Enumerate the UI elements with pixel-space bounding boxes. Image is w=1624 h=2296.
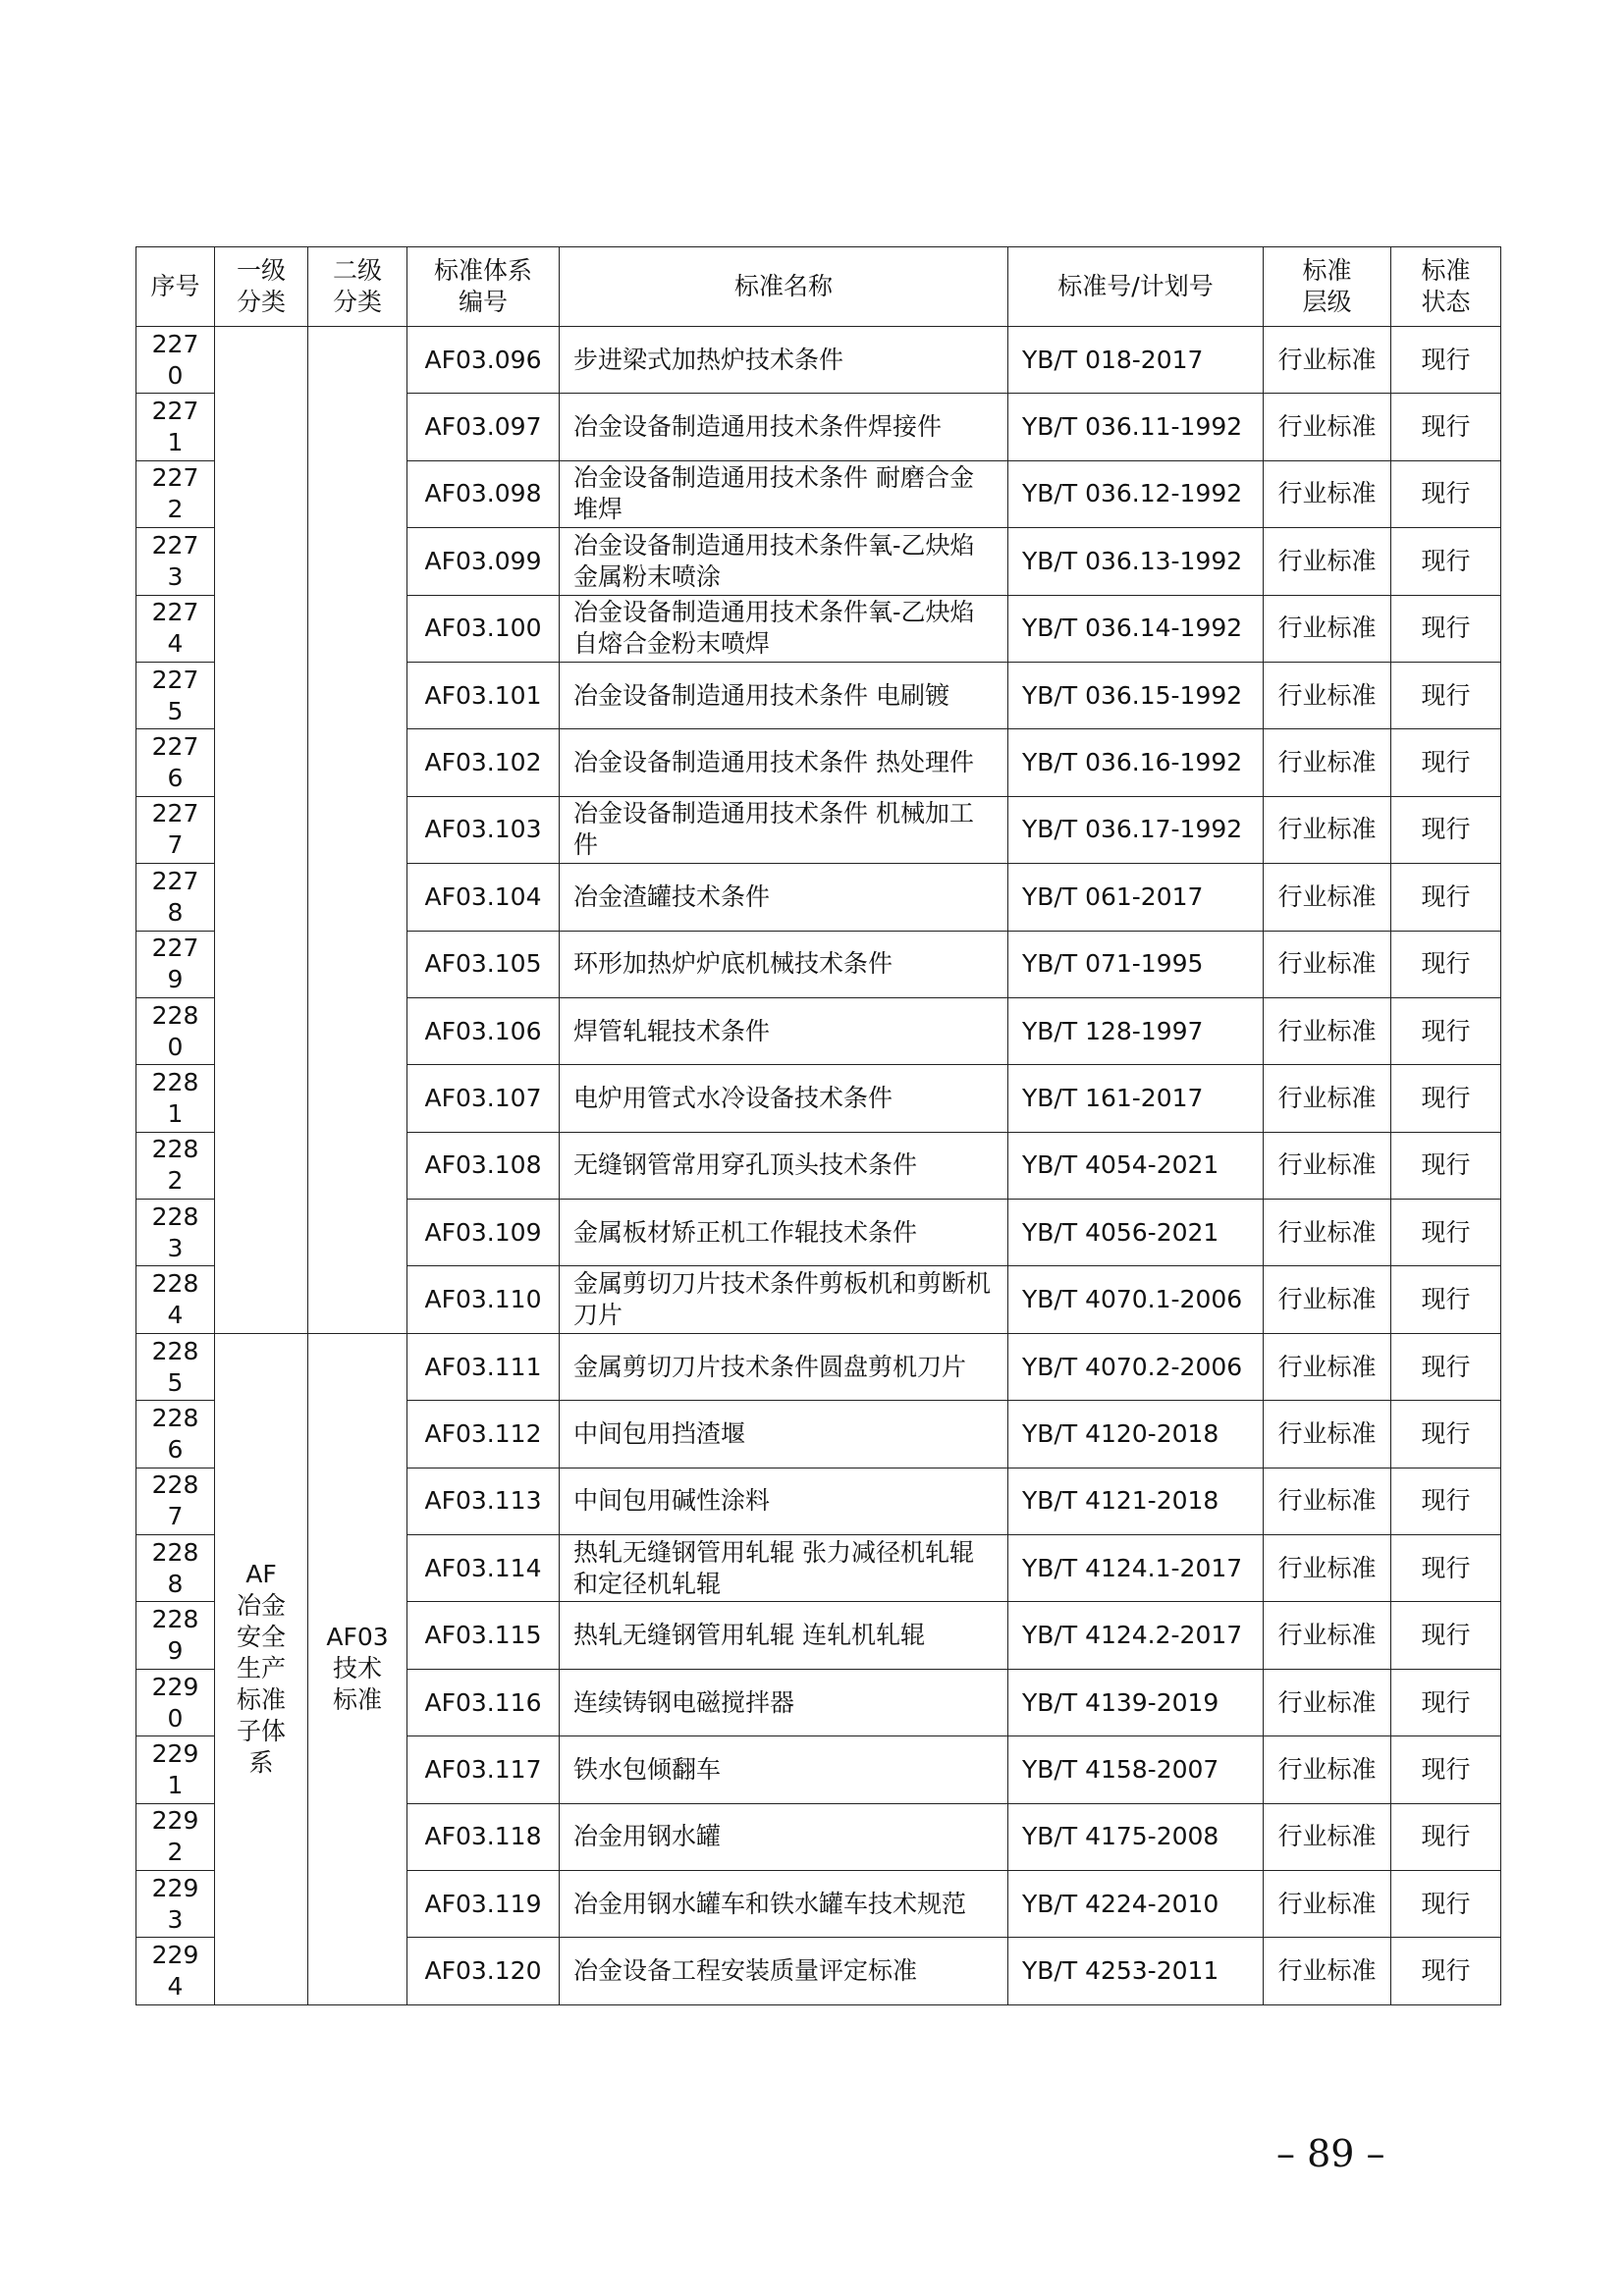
row-code: AF03.107 bbox=[407, 1065, 560, 1132]
row-code: AF03.103 bbox=[407, 796, 560, 863]
row-seq: 228 6 bbox=[136, 1401, 215, 1468]
row-seq: 229 0 bbox=[136, 1669, 215, 1735]
row-seq: 228 1 bbox=[136, 1065, 215, 1132]
row-name: 冶金设备制造通用技术条件 耐磨合金堆焊 bbox=[560, 460, 1008, 527]
row-name: 冶金设备制造通用技术条件焊接件 bbox=[560, 394, 1008, 460]
row-tier: 行业标准 bbox=[1264, 997, 1391, 1064]
row-seq: 227 4 bbox=[136, 595, 215, 662]
row-status: 现行 bbox=[1391, 729, 1501, 796]
row-seq: 228 2 bbox=[136, 1132, 215, 1199]
table-row bbox=[136, 1333, 1501, 1400]
row-status: 现行 bbox=[1391, 1669, 1501, 1735]
row-number: YB/T 036.15-1992 bbox=[1008, 662, 1264, 728]
row-number: YB/T 4253-2011 bbox=[1008, 1938, 1264, 2004]
row-number: YB/T 4070.1-2006 bbox=[1008, 1266, 1264, 1333]
row-status: 现行 bbox=[1391, 931, 1501, 997]
row-code: AF03.112 bbox=[407, 1401, 560, 1468]
row-status: 现行 bbox=[1391, 327, 1501, 394]
row-number: YB/T 4121-2018 bbox=[1008, 1468, 1264, 1534]
row-status: 现行 bbox=[1391, 1468, 1501, 1534]
row-code: AF03.120 bbox=[407, 1938, 560, 2004]
row-number: YB/T 4124.2-2017 bbox=[1008, 1602, 1264, 1669]
row-tier: 行业标准 bbox=[1264, 1468, 1391, 1534]
row-tier: 行业标准 bbox=[1264, 1132, 1391, 1199]
row-name: 无缝钢管常用穿孔顶头技术条件 bbox=[560, 1132, 1008, 1199]
row-status: 现行 bbox=[1391, 1803, 1501, 1870]
row-number: YB/T 036.13-1992 bbox=[1008, 528, 1264, 595]
row-name: 金属剪切刀片技术条件剪板机和剪断机刀片 bbox=[560, 1266, 1008, 1333]
level2-empty-cell bbox=[308, 327, 407, 1334]
row-number: YB/T 036.11-1992 bbox=[1008, 394, 1264, 460]
level1-empty-cell bbox=[215, 327, 308, 1334]
row-name: 冶金用钢水罐车和铁水罐车技术规范 bbox=[560, 1870, 1008, 1937]
row-seq: 228 9 bbox=[136, 1602, 215, 1669]
row-code: AF03.119 bbox=[407, 1870, 560, 1937]
row-code: AF03.117 bbox=[407, 1736, 560, 1803]
row-seq: 227 9 bbox=[136, 931, 215, 997]
row-tier: 行业标准 bbox=[1264, 1602, 1391, 1669]
row-number: YB/T 4124.1-2017 bbox=[1008, 1535, 1264, 1602]
row-number: YB/T 128-1997 bbox=[1008, 997, 1264, 1064]
row-tier: 行业标准 bbox=[1264, 460, 1391, 527]
row-name: 金属剪切刀片技术条件圆盘剪机刀片 bbox=[560, 1333, 1008, 1400]
row-code: AF03.105 bbox=[407, 931, 560, 997]
row-name: 中间包用挡渣堰 bbox=[560, 1401, 1008, 1468]
header-name: 标准名称 bbox=[560, 247, 1008, 327]
row-name: 冶金设备制造通用技术条件 电刷镀 bbox=[560, 662, 1008, 728]
row-number: YB/T 071-1995 bbox=[1008, 931, 1264, 997]
row-status: 现行 bbox=[1391, 1870, 1501, 1937]
row-seq: 227 7 bbox=[136, 796, 215, 863]
row-number: YB/T 4175-2008 bbox=[1008, 1803, 1264, 1870]
row-tier: 行业标准 bbox=[1264, 1803, 1391, 1870]
row-status: 现行 bbox=[1391, 997, 1501, 1064]
row-code: AF03.110 bbox=[407, 1266, 560, 1333]
row-status: 现行 bbox=[1391, 1333, 1501, 1400]
page-number: – 89 – bbox=[1276, 2132, 1385, 2175]
row-status: 现行 bbox=[1391, 1200, 1501, 1266]
row-seq: 228 7 bbox=[136, 1468, 215, 1534]
row-seq: 227 3 bbox=[136, 528, 215, 595]
row-seq: 227 1 bbox=[136, 394, 215, 460]
row-number: YB/T 4139-2019 bbox=[1008, 1669, 1264, 1735]
row-number: YB/T 4224-2010 bbox=[1008, 1870, 1264, 1937]
row-seq: 228 4 bbox=[136, 1266, 215, 1333]
row-seq: 227 2 bbox=[136, 460, 215, 527]
row-tier: 行业标准 bbox=[1264, 394, 1391, 460]
row-code: AF03.113 bbox=[407, 1468, 560, 1534]
row-code: AF03.100 bbox=[407, 595, 560, 662]
row-tier: 行业标准 bbox=[1264, 1669, 1391, 1735]
header-number: 标准号/计划号 bbox=[1008, 247, 1264, 327]
row-code: AF03.096 bbox=[407, 327, 560, 394]
row-status: 现行 bbox=[1391, 1602, 1501, 1669]
row-tier: 行业标准 bbox=[1264, 1200, 1391, 1266]
row-name: 环形加热炉炉底机械技术条件 bbox=[560, 931, 1008, 997]
row-name: 冶金设备制造通用技术条件 机械加工件 bbox=[560, 796, 1008, 863]
row-code: AF03.099 bbox=[407, 528, 560, 595]
header-status: 标准 状态 bbox=[1391, 247, 1501, 327]
row-seq: 229 1 bbox=[136, 1736, 215, 1803]
row-number: YB/T 036.12-1992 bbox=[1008, 460, 1264, 527]
table-body bbox=[136, 327, 1501, 2005]
row-code: AF03.116 bbox=[407, 1669, 560, 1735]
row-tier: 行业标准 bbox=[1264, 1938, 1391, 2004]
row-seq: 227 5 bbox=[136, 662, 215, 728]
row-number: YB/T 4054-2021 bbox=[1008, 1132, 1264, 1199]
row-tier: 行业标准 bbox=[1264, 931, 1391, 997]
row-number: YB/T 036.14-1992 bbox=[1008, 595, 1264, 662]
row-number: YB/T 4158-2007 bbox=[1008, 1736, 1264, 1803]
table-header-row bbox=[136, 247, 1501, 327]
row-tier: 行业标准 bbox=[1264, 1065, 1391, 1132]
row-name: 连续铸钢电磁搅拌器 bbox=[560, 1669, 1008, 1735]
row-tier: 行业标准 bbox=[1264, 528, 1391, 595]
row-tier: 行业标准 bbox=[1264, 864, 1391, 931]
row-tier: 行业标准 bbox=[1264, 595, 1391, 662]
row-name: 电炉用管式水冷设备技术条件 bbox=[560, 1065, 1008, 1132]
row-tier: 行业标准 bbox=[1264, 796, 1391, 863]
row-name: 冶金设备工程安装质量评定标准 bbox=[560, 1938, 1008, 2004]
row-status: 现行 bbox=[1391, 796, 1501, 863]
row-status: 现行 bbox=[1391, 1065, 1501, 1132]
header-seq: 序号 bbox=[136, 247, 215, 327]
row-status: 现行 bbox=[1391, 595, 1501, 662]
row-code: AF03.111 bbox=[407, 1333, 560, 1400]
row-code: AF03.104 bbox=[407, 864, 560, 931]
row-status: 现行 bbox=[1391, 528, 1501, 595]
row-number: YB/T 036.16-1992 bbox=[1008, 729, 1264, 796]
row-name: 冶金渣罐技术条件 bbox=[560, 864, 1008, 931]
row-seq: 228 3 bbox=[136, 1200, 215, 1266]
row-name: 步进梁式加热炉技术条件 bbox=[560, 327, 1008, 394]
row-tier: 行业标准 bbox=[1264, 729, 1391, 796]
row-status: 现行 bbox=[1391, 1938, 1501, 2004]
row-name: 热轧无缝钢管用轧辊 张力减径机轧辊和定径机轧辊 bbox=[560, 1535, 1008, 1602]
row-status: 现行 bbox=[1391, 1736, 1501, 1803]
row-code: AF03.114 bbox=[407, 1535, 560, 1602]
row-code: AF03.101 bbox=[407, 662, 560, 728]
row-status: 现行 bbox=[1391, 460, 1501, 527]
row-name: 焊管轧辊技术条件 bbox=[560, 997, 1008, 1064]
row-name: 冶金设备制造通用技术条件氧-乙炔焰金属粉末喷涂 bbox=[560, 528, 1008, 595]
row-name: 冶金设备制造通用技术条件氧-乙炔焰自熔合金粉末喷焊 bbox=[560, 595, 1008, 662]
row-status: 现行 bbox=[1391, 662, 1501, 728]
row-tier: 行业标准 bbox=[1264, 1333, 1391, 1400]
row-number: YB/T 018-2017 bbox=[1008, 327, 1264, 394]
row-name: 铁水包倾翻车 bbox=[560, 1736, 1008, 1803]
row-code: AF03.102 bbox=[407, 729, 560, 796]
row-status: 现行 bbox=[1391, 1401, 1501, 1468]
level1-category: AF 冶金 安全 生产 标准 子体 系 bbox=[215, 1333, 308, 2004]
table-row bbox=[136, 327, 1501, 394]
header-level2: 二级 分类 bbox=[308, 247, 407, 327]
row-tier: 行业标准 bbox=[1264, 1266, 1391, 1333]
row-status: 现行 bbox=[1391, 1132, 1501, 1199]
row-seq: 229 3 bbox=[136, 1870, 215, 1937]
row-name: 冶金用钢水罐 bbox=[560, 1803, 1008, 1870]
header-level1: 一级 分类 bbox=[215, 247, 308, 327]
row-code: AF03.097 bbox=[407, 394, 560, 460]
row-status: 现行 bbox=[1391, 1266, 1501, 1333]
row-number: YB/T 061-2017 bbox=[1008, 864, 1264, 931]
row-number: YB/T 036.17-1992 bbox=[1008, 796, 1264, 863]
row-number: YB/T 4070.2-2006 bbox=[1008, 1333, 1264, 1400]
row-code: AF03.118 bbox=[407, 1803, 560, 1870]
row-number: YB/T 4056-2021 bbox=[1008, 1200, 1264, 1266]
row-seq: 227 6 bbox=[136, 729, 215, 796]
row-name: 金属板材矫正机工作辊技术条件 bbox=[560, 1200, 1008, 1266]
row-seq: 229 2 bbox=[136, 1803, 215, 1870]
row-name: 中间包用碱性涂料 bbox=[560, 1468, 1008, 1534]
header-code: 标准体系 编号 bbox=[407, 247, 560, 327]
standards-table bbox=[135, 246, 1501, 2005]
row-code: AF03.115 bbox=[407, 1602, 560, 1669]
row-status: 现行 bbox=[1391, 1535, 1501, 1602]
header-tier: 标准 层级 bbox=[1264, 247, 1391, 327]
row-tier: 行业标准 bbox=[1264, 1736, 1391, 1803]
row-status: 现行 bbox=[1391, 394, 1501, 460]
row-seq: 227 0 bbox=[136, 327, 215, 394]
row-tier: 行业标准 bbox=[1264, 327, 1391, 394]
row-tier: 行业标准 bbox=[1264, 1870, 1391, 1937]
row-seq: 228 8 bbox=[136, 1535, 215, 1602]
row-number: YB/T 4120-2018 bbox=[1008, 1401, 1264, 1468]
row-number: YB/T 161-2017 bbox=[1008, 1065, 1264, 1132]
row-name: 冶金设备制造通用技术条件 热处理件 bbox=[560, 729, 1008, 796]
row-code: AF03.108 bbox=[407, 1132, 560, 1199]
row-tier: 行业标准 bbox=[1264, 1401, 1391, 1468]
level2-category: AF03 技术 标准 bbox=[308, 1333, 407, 2004]
row-seq: 229 4 bbox=[136, 1938, 215, 2004]
row-status: 现行 bbox=[1391, 864, 1501, 931]
row-code: AF03.106 bbox=[407, 997, 560, 1064]
row-tier: 行业标准 bbox=[1264, 662, 1391, 728]
row-code: AF03.098 bbox=[407, 460, 560, 527]
row-seq: 228 5 bbox=[136, 1333, 215, 1400]
row-code: AF03.109 bbox=[407, 1200, 560, 1266]
row-tier: 行业标准 bbox=[1264, 1535, 1391, 1602]
row-name: 热轧无缝钢管用轧辊 连轧机轧辊 bbox=[560, 1602, 1008, 1669]
row-seq: 227 8 bbox=[136, 864, 215, 931]
row-seq: 228 0 bbox=[136, 997, 215, 1064]
